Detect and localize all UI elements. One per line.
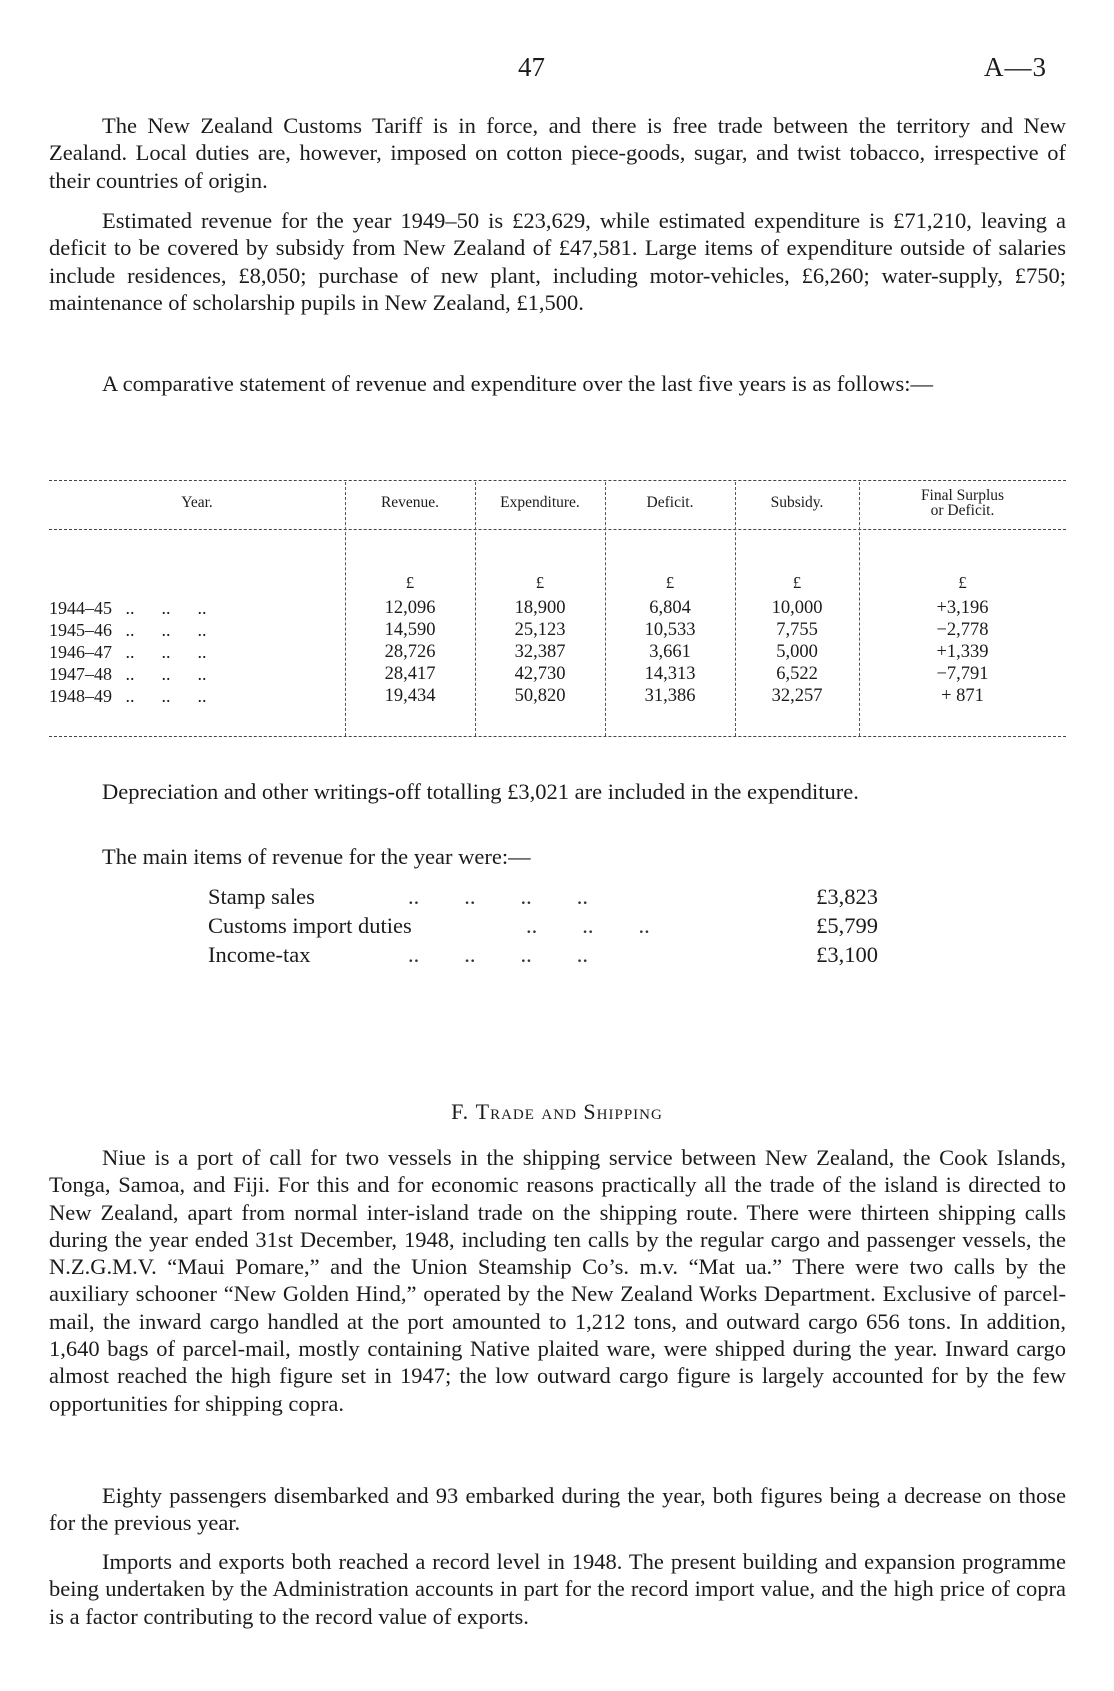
year-cell: 1944–45 xyxy=(49,598,112,618)
final-cell: +3,196 xyxy=(936,598,989,618)
paragraph-main-revenue-intro: The main items of revenue for the year were:— xyxy=(102,844,531,869)
table-row-year xyxy=(49,598,207,618)
leader-dots: .. .. .. xyxy=(112,686,207,706)
header-revenue: Revenue. xyxy=(380,494,440,511)
item-label: Customs import duties xyxy=(208,913,412,938)
item-amount: £3,100 xyxy=(816,942,878,967)
table-row-year xyxy=(49,620,207,640)
paragraph-customs-tariff: The New Zealand Customs Tariff is in force, and there is free trade between the territory and New Zealand. Local duties are, however, imposed on cotton piece-goods, sugar, and twist tobacco, irrespective of their countries of origin. xyxy=(49,113,1066,193)
section-title: Trade and Shipping xyxy=(475,1099,663,1124)
subsidy-cell: 5,000 xyxy=(776,642,818,662)
leader-dots: .. .. .. xyxy=(112,598,207,618)
revenue-cell: 28,726 xyxy=(384,642,436,662)
header-final-surplus: Final Surplus xyxy=(920,487,1005,504)
table-row-year xyxy=(49,686,207,706)
table-header-rule xyxy=(49,529,1066,530)
deficit-cell: 10,533 xyxy=(644,620,696,640)
header-deficit: Deficit. xyxy=(646,494,694,511)
deficit-cell: 31,386 xyxy=(644,686,696,706)
expenditure-cell: 18,900 xyxy=(514,598,566,618)
header-subsidy: Subsidy. xyxy=(770,494,824,511)
deficit-cell: 14,313 xyxy=(644,664,696,684)
table-bottom-rule xyxy=(49,736,1066,737)
revenue-cell: 28,417 xyxy=(384,664,436,684)
paragraph-imports-exports: Imports and exports both reached a record level in 1948. The present building and expansion programme being undertaken by the Administration accounts in part for the record import value, and the high price of copra is a factor contributing to the record value of exports. xyxy=(49,1549,1066,1629)
comparative-statement-table xyxy=(49,478,1066,740)
expenditure-cell: 25,123 xyxy=(514,620,566,640)
subsidy-cell: 10,000 xyxy=(771,598,823,618)
header-expenditure: Expenditure. xyxy=(500,494,580,511)
leader-dots: .. .. .. .. xyxy=(408,942,588,967)
final-cell: −7,791 xyxy=(936,664,989,684)
item-label: Income-tax xyxy=(208,942,311,967)
subsidy-cell: 7,755 xyxy=(776,620,818,640)
deficit-cell: 6,804 xyxy=(649,598,691,618)
list-item xyxy=(208,942,878,971)
header-year: Year. xyxy=(181,494,213,511)
leader-dots: .. .. .. xyxy=(112,642,207,662)
revenue-items-list xyxy=(208,884,878,971)
final-cell: −2,778 xyxy=(936,620,989,640)
leader-dots: .. .. .. xyxy=(112,620,207,640)
item-amount: £5,799 xyxy=(816,913,878,938)
expenditure-cell: 42,730 xyxy=(514,664,566,684)
currency-expenditure: £ xyxy=(535,573,545,592)
paragraph-estimated-revenue: Estimated revenue for the year 1949–50 is £23,629, while estimated expenditure is £71,210, leaving a deficit to be covered by subsidy from New Zealand of £47,581. Large items of expenditure outside of salaries include residences, £8,050; purchase of new plant, including motor-vehicles, £6,260; water-supply, £750; maintenance of scholarship pupils in New Zealand, £1,500. xyxy=(49,208,1066,315)
paragraph-depreciation: Depreciation and other writings-off totalling £3,021 are included in the expenditure. xyxy=(102,779,859,804)
expenditure-cell: 32,387 xyxy=(514,642,566,662)
paragraph-passengers: Eighty passengers disembarked and 93 embarked during the year, both figures being a decrease on those for the previous year. xyxy=(49,1483,1066,1536)
currency-final: £ xyxy=(958,573,967,592)
final-cell: + 871 xyxy=(941,686,984,706)
leader-dots: .. .. .. .. xyxy=(408,884,588,909)
paragraph-shipping: Niue is a port of call for two vessels in the shipping service between New Zealand, the Cook Islands, Tonga, Samoa, and Fiji. For this and for economic reasons practically all the trade of the island is directed to New Zealand, apart from normal inter-island trade on the shipping route. There were thirteen shipping calls during the year ended 31st December, 1948, including ten calls by the regular cargo and passenger vessels, the N.Z.G.M.V. “Maui Pomare,” and the Union Steamship Co’s. m.v. “Mat ua.” There were two calls by the auxiliary schooner “New Golden Hind,” operated by the New Zealand Works Department. Exclusive of parcel-mail, the inward cargo handled at the port amounted to 1,212 tons, and outward cargo 656 tons. In addition, 1,640 bags of parcel-mail, mostly containing Native plaited ware, were shipped during the year. Inward cargo almost reached the high figure set in 1947; the low outward cargo figure is largely accounted for by the few opportunities for shipping copra. xyxy=(49,1145,1066,1416)
list-item xyxy=(208,913,878,942)
table-row-year xyxy=(49,642,207,662)
deficit-cell: 3,661 xyxy=(649,642,691,662)
year-cell: 1946–47 xyxy=(49,642,112,662)
section-letter: F. xyxy=(451,1099,470,1124)
currency-subsidy: £ xyxy=(792,573,802,592)
section-heading xyxy=(0,1099,1114,1125)
list-item xyxy=(208,884,878,913)
table-top-rule xyxy=(49,480,1066,481)
subsidy-cell: 6,522 xyxy=(776,664,818,684)
final-cell: +1,339 xyxy=(936,642,989,662)
expenditure-cell: 50,820 xyxy=(514,686,566,706)
table-row-year xyxy=(49,664,207,684)
year-cell: 1948–49 xyxy=(49,686,112,706)
page-header xyxy=(0,52,1114,92)
currency-deficit: £ xyxy=(665,573,675,592)
item-label: Stamp sales xyxy=(208,884,315,909)
revenue-cell: 19,434 xyxy=(384,686,436,706)
revenue-cell: 12,096 xyxy=(384,598,436,618)
item-amount: £3,823 xyxy=(816,884,878,909)
leader-dots: .. .. .. xyxy=(112,664,207,684)
page-number: 47 xyxy=(518,52,545,82)
year-cell: 1947–48 xyxy=(49,664,112,684)
subsidy-cell: 32,257 xyxy=(771,686,823,706)
year-cell: 1945–46 xyxy=(49,620,112,640)
leader-dots: .. .. .. xyxy=(526,913,650,938)
currency-revenue: £ xyxy=(405,573,415,592)
series-reference: A—3 xyxy=(984,52,1047,82)
revenue-cell: 14,590 xyxy=(384,620,436,640)
header-final-deficit: or Deficit. xyxy=(930,502,995,519)
paragraph-comparative-intro: A comparative statement of revenue and expenditure over the last five years is as follows:— xyxy=(102,371,933,396)
